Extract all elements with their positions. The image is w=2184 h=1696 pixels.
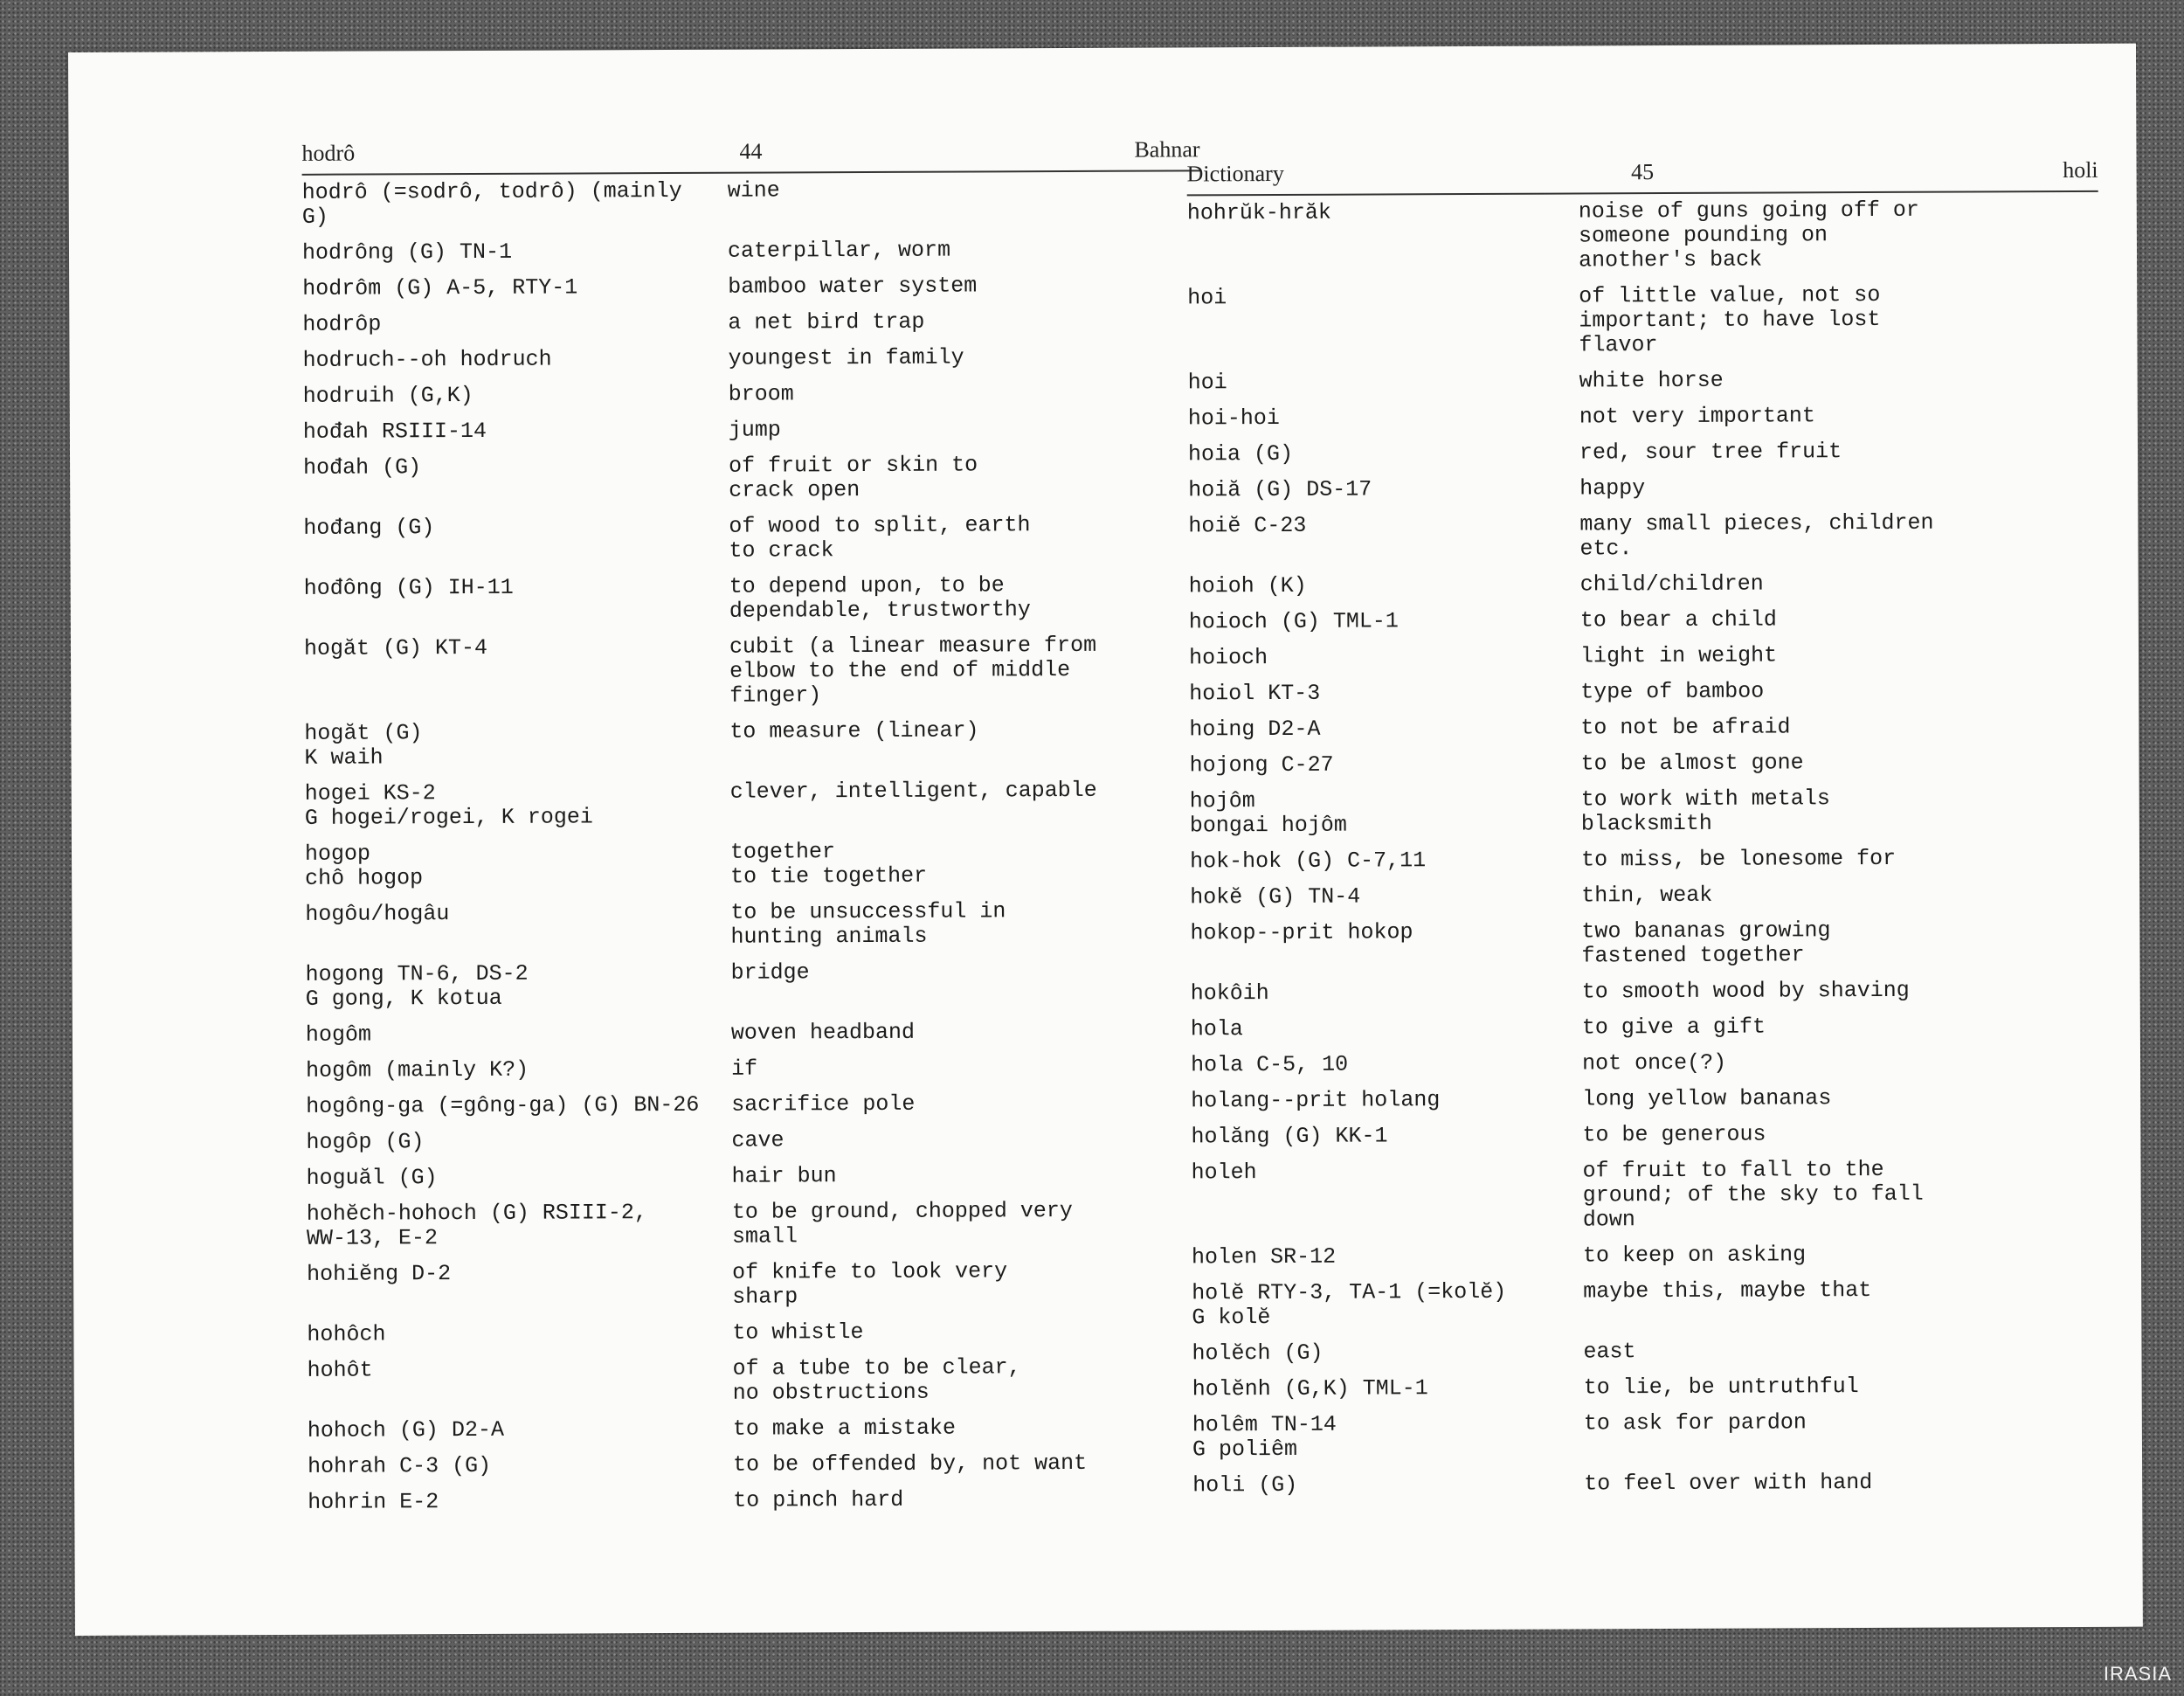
dictionary-entry: [308, 1354, 1206, 1407]
entry-definition: if: [731, 1056, 758, 1082]
entry-headword: hoiol KT-3: [1189, 680, 1321, 707]
dictionary-entry: [306, 1019, 1204, 1047]
dictionary-entry: [1192, 1470, 2104, 1499]
left-book-title: Bahnar: [1134, 136, 1200, 163]
dictionary-entry: [308, 1415, 1206, 1443]
entry-definition: of knife to look very sharp: [732, 1258, 1008, 1310]
entry-definition: of fruit to fall to the ground; of the sky to fall down: [1582, 1156, 1924, 1233]
right-page-header: [1187, 156, 2098, 197]
right-running-head: holi: [2063, 156, 2098, 183]
entry-headword: hogôu/hogâu: [305, 901, 450, 927]
dictionary-entry: [1188, 403, 2099, 432]
entry-headword: holen SR-12: [1191, 1243, 1337, 1270]
dictionary-entry: [306, 1090, 1204, 1118]
entry-definition: to ask for pardon: [1583, 1409, 1807, 1436]
entry-headword: hođah RSIII-14: [302, 418, 487, 445]
entry-headword: hohĕch-hohoch (G) RSIII-2, WW-13, E-2: [306, 1200, 647, 1251]
entry-headword: hoioch (G) TML-1: [1188, 608, 1399, 635]
entry-definition: to miss, be lonesome for: [1580, 845, 1897, 873]
entry-headword: holăng (G) KK-1: [1191, 1123, 1388, 1150]
dictionary-entry: [1192, 1242, 2103, 1270]
entry-definition: sacrifice pole: [731, 1090, 916, 1118]
entry-definition: wine: [727, 177, 780, 204]
entry-headword: hogôm (mainly K?): [306, 1056, 529, 1083]
entry-definition: to be offended by, not want: [732, 1450, 1088, 1478]
dictionary-entry: [1188, 510, 2099, 564]
entry-definition: to pinch hard: [733, 1486, 904, 1513]
entry-definition: red, sour tree fruit: [1579, 439, 1842, 466]
entry-definition: together to tie together: [729, 839, 928, 890]
dictionary-entry: [305, 838, 1203, 890]
dictionary-entry: [1189, 678, 2100, 707]
entry-definition: jump: [728, 417, 781, 443]
dictionary-entry: [304, 717, 1202, 770]
entry-definition: maybe this, maybe that: [1583, 1277, 1872, 1305]
entry-headword: hohrah C-3 (G): [308, 1452, 492, 1479]
dictionary-entry: [1192, 1374, 2104, 1402]
entry-definition: type of bamboo: [1580, 678, 1765, 705]
entry-headword: hogăt (G) K waih: [304, 720, 423, 771]
entry-definition: to smooth wood by shaving: [1581, 977, 1910, 1005]
left-running-head: hodrô: [301, 140, 356, 166]
entry-definition: cubit (a linear measure from elbow to the end of middle finger): [729, 632, 1097, 709]
dictionary-entry: [1192, 1277, 2103, 1331]
entry-headword: holang--prit holang: [1191, 1087, 1441, 1114]
entry-definition: bamboo water system: [728, 273, 978, 300]
entry-headword: hoi: [1187, 370, 1227, 396]
entry-definition: of wood to split, earth to crack: [729, 512, 1031, 564]
left-page: [301, 47, 1206, 1526]
dictionary-entry: [1188, 367, 2099, 396]
entry-definition: to work with metals blacksmith: [1580, 786, 1830, 837]
entry-headword: hola: [1190, 1016, 1243, 1042]
dictionary-entry: [1190, 882, 2101, 910]
entry-definition: of little value, not so important; to have lost flavor: [1579, 281, 1881, 358]
dictionary-entry: [306, 1126, 1204, 1154]
dictionary-entry: [1188, 439, 2099, 467]
dictionary-entry: [1190, 917, 2101, 971]
right-page-number: 45: [1631, 159, 1655, 185]
entry-headword: hogei KS-2 G hogei/rogei, K rogei: [304, 780, 593, 831]
entry-headword: hohrin E-2: [308, 1489, 439, 1515]
entry-headword: hoioh (K): [1188, 572, 1307, 599]
entry-headword: holĕnh (G,K) TML-1: [1192, 1375, 1428, 1402]
entry-definition: to depend upon, to be dependable, trustworthy: [729, 572, 1031, 624]
dictionary-entry: [306, 959, 1204, 1011]
entry-definition: to measure (linear): [729, 717, 979, 744]
dictionary-entry: [306, 1055, 1204, 1083]
scanned-page-spread: [68, 44, 2143, 1636]
entry-headword: hogong TN-6, DS-2 G gong, K kotua: [305, 960, 529, 1012]
dictionary-entry: [1189, 714, 2100, 743]
entry-headword: hodruih (G,K): [302, 382, 473, 409]
entry-definition: to keep on asking: [1582, 1242, 1807, 1269]
dictionary-entry: [303, 416, 1201, 444]
right-entry-list: [1187, 197, 2104, 1499]
entry-headword: hohôch: [307, 1321, 386, 1347]
dictionary-entry: [305, 778, 1203, 830]
entry-headword: hohoch (G) D2-A: [307, 1416, 504, 1443]
dictionary-entry: [1191, 1014, 2102, 1042]
right-page: [1186, 44, 2104, 1510]
entry-headword: hohôt: [307, 1357, 373, 1383]
entry-definition: to whistle: [732, 1319, 864, 1346]
entry-headword: holi (G): [1192, 1471, 1298, 1499]
dictionary-entry: [1191, 1049, 2102, 1078]
left-entry-list: [302, 177, 1206, 1514]
entry-headword: hodrôp: [302, 311, 382, 337]
entry-definition: bridge: [730, 959, 810, 986]
dictionary-entry: [303, 380, 1201, 408]
dictionary-entry: [308, 1450, 1206, 1478]
entry-headword: hoia (G): [1187, 440, 1294, 467]
entry-definition: woven headband: [730, 1019, 916, 1046]
entry-headword: hokĕ (G) TN-4: [1190, 883, 1361, 910]
entry-headword: holêm TN-14 G poliêm: [1192, 1411, 1337, 1463]
entry-headword: hojong C-27: [1189, 751, 1334, 779]
entry-headword: hola C-5, 10: [1191, 1051, 1349, 1078]
dictionary-entry: [1190, 846, 2101, 875]
entry-definition: clever, intelligent, capable: [729, 777, 1097, 805]
entry-definition: to feel over with hand: [1584, 1470, 1873, 1497]
dictionary-entry: [302, 273, 1200, 301]
dictionary-entry: [302, 177, 1200, 229]
entry-definition: broom: [728, 381, 794, 407]
entry-headword: hokop--prit hokop: [1190, 919, 1413, 946]
entry-headword: holĕch (G): [1192, 1339, 1324, 1367]
entry-definition: to lie, be untruthful: [1583, 1374, 1859, 1401]
watermark: IRASIA: [2103, 1663, 2172, 1685]
entry-headword: hok-hok (G) C-7,11: [1189, 848, 1427, 875]
entry-headword: hoguăl (G): [306, 1165, 438, 1191]
dictionary-entry: [1190, 786, 2101, 839]
entry-headword: hogop chô hogop: [304, 841, 424, 891]
dictionary-entry: [302, 237, 1200, 265]
entry-headword: hojôm bongai hojôm: [1189, 788, 1347, 839]
entry-definition: to be generous: [1582, 1121, 1766, 1148]
entry-definition: child/children: [1579, 571, 1764, 598]
entry-definition: thin, weak: [1581, 882, 1713, 909]
entry-headword: hoi-hoi: [1187, 405, 1280, 432]
dictionary-entry: [1192, 1409, 2104, 1463]
dictionary-entry: [1191, 1085, 2102, 1114]
entry-headword: hohiĕng D-2: [307, 1261, 452, 1287]
entry-headword: hoing D2-A: [1189, 716, 1321, 743]
dictionary-entry: [1189, 642, 2100, 671]
entry-definition: cave: [731, 1127, 784, 1153]
entry-headword: holeh: [1191, 1160, 1257, 1186]
entry-definition: youngest in family: [728, 344, 964, 371]
entry-headword: hoioch: [1188, 645, 1268, 671]
dictionary-entry: [1188, 474, 2099, 503]
entry-headword: hogôm: [305, 1021, 371, 1048]
entry-headword: hokôih: [1190, 980, 1269, 1007]
left-page-header: [301, 135, 1199, 175]
dictionary-entry: [307, 1319, 1205, 1346]
entry-headword: hodrôm (G) A-5, RTY-1: [302, 274, 578, 301]
dictionary-entry: [1192, 1157, 2103, 1235]
entry-definition: to give a gift: [1581, 1014, 1766, 1041]
entry-definition: two bananas growing fastened together: [1581, 917, 1831, 969]
entry-definition: noise of guns going off or someone pounding on another's back: [1578, 197, 1919, 273]
dictionary-entry: [1191, 978, 2102, 1007]
dictionary-entry: [302, 308, 1200, 336]
entry-headword: hohrŭk-hrăk: [1186, 199, 1331, 226]
entry-headword: hogông-ga (=gông-ga) (G) BN-26: [306, 1091, 700, 1119]
dictionary-entry: [307, 1258, 1205, 1311]
dictionary-entry: [1187, 197, 2098, 275]
entry-definition: many small pieces, children etc.: [1579, 509, 1934, 562]
entry-headword: hođah (G): [303, 454, 422, 481]
entry-headword: hogăt (G) KT-4: [303, 634, 488, 661]
entry-definition: a net bird trap: [728, 308, 925, 336]
entry-definition: long yellow bananas: [1582, 1085, 1832, 1112]
entry-headword: hogôp (G): [306, 1129, 425, 1155]
entry-headword: hoiĕ C-23: [1188, 512, 1307, 539]
right-book-title: Dictionary: [1186, 160, 1284, 187]
entry-definition: to make a mistake: [732, 1415, 956, 1442]
entry-definition: to be ground, chopped very small: [731, 1197, 1073, 1250]
entry-headword: hođông (G) IH-11: [303, 574, 514, 601]
entry-headword: hodrô (=sodrô, todrô) (mainly G): [301, 177, 682, 230]
entry-headword: hodrông (G) TN-1: [301, 239, 513, 266]
dictionary-entry: [307, 1198, 1205, 1250]
dictionary-entry: [302, 344, 1200, 372]
dictionary-entry: [304, 633, 1202, 710]
dictionary-entry: [304, 572, 1202, 625]
dictionary-entry: [1189, 571, 2100, 599]
entry-definition: caterpillar, worm: [727, 237, 951, 264]
left-page-number: 44: [739, 138, 763, 164]
entry-definition: not very important: [1579, 403, 1815, 430]
entry-definition: of a tube to be clear, no obstructions: [732, 1354, 1021, 1406]
dictionary-entry: [305, 898, 1203, 951]
dictionary-entry: [308, 1486, 1206, 1514]
dictionary-entry: [303, 452, 1201, 504]
dictionary-entry: [307, 1162, 1205, 1190]
dictionary-entry: [1192, 1338, 2103, 1367]
dictionary-entry: [1190, 750, 2101, 779]
dictionary-entry: [1189, 606, 2100, 635]
dictionary-entry: [1187, 282, 2098, 360]
entry-definition: not once(?): [1582, 1049, 1727, 1076]
entry-definition: of fruit or skin to crack open: [729, 452, 978, 503]
entry-definition: happy: [1579, 475, 1646, 502]
entry-definition: east: [1583, 1339, 1636, 1365]
entry-definition: white horse: [1579, 367, 1724, 394]
entry-definition: to be unsuccessful in hunting animals: [730, 898, 1006, 950]
entry-headword: hoiă (G) DS-17: [1188, 476, 1372, 503]
entry-definition: to bear a child: [1579, 606, 1777, 633]
entry-headword: hođang (G): [303, 515, 435, 541]
dictionary-entry: [1191, 1121, 2102, 1150]
entry-definition: to not be afraid: [1580, 714, 1791, 741]
entry-headword: holĕ RTY-3, TA-1 (=kolĕ) G kolĕ: [1192, 1278, 1507, 1331]
entry-definition: light in weight: [1579, 642, 1778, 669]
entry-definition: to be almost gone: [1580, 750, 1804, 777]
entry-headword: hodruch--oh hodruch: [302, 346, 552, 373]
entry-definition: hair bun: [731, 1163, 837, 1189]
entry-headword: hoi: [1187, 285, 1227, 311]
dictionary-entry: [303, 512, 1201, 564]
